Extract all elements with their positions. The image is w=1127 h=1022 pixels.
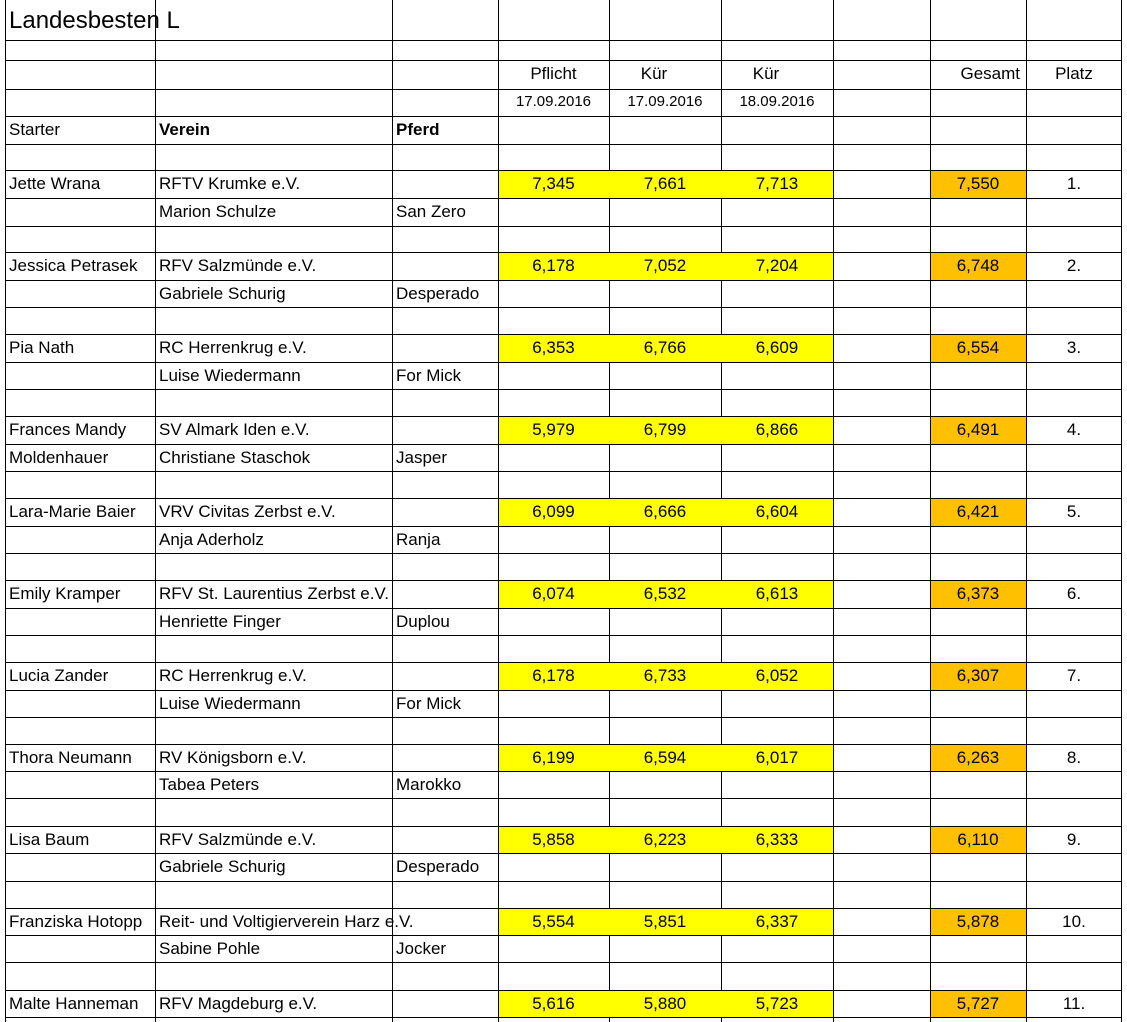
placement: 8.: [1066, 748, 1082, 767]
score-kuer-1: 6,799: [643, 420, 687, 439]
score-kuer-2: 6,017: [755, 748, 799, 767]
grid-row-line: [5, 962, 1122, 963]
score-pflicht: 5,616: [532, 994, 575, 1013]
starter-name-continued: [5, 853, 155, 881]
header-date-kuer-2: 18.09.2016: [739, 93, 815, 110]
verein-name: RFTV Krumke e.V.: [159, 174, 301, 193]
verein-name: RV Königsborn e.V.: [159, 748, 307, 767]
score-kuer-1: 6,594: [643, 748, 687, 767]
header-pferd: Pferd: [396, 120, 440, 139]
placement: 10.: [1062, 912, 1086, 931]
verein-name: VRV Civitas Zerbst e.V.: [159, 502, 336, 521]
grid-row-line: [5, 89, 1122, 90]
starter-name: Emily Kramper: [9, 584, 121, 603]
starter-name-continued: [5, 690, 155, 717]
header-date-pflicht: 17.09.2016: [515, 93, 592, 110]
longenfuehrer-name: Luise Wiedermann: [159, 694, 301, 713]
score-kuer-1: 7,052: [643, 256, 687, 275]
grid-row-line: [5, 226, 1122, 227]
score-gesamt: 6,307: [956, 666, 1000, 685]
starter-name-continued: [5, 526, 155, 553]
grid-row-line: [5, 635, 1122, 636]
header-kuer-2: Kür: [752, 64, 780, 83]
score-kuer-1: 6,733: [643, 666, 687, 685]
horse-name: Ranja: [396, 530, 441, 549]
longenfuehrer-name: Henriette Finger: [159, 612, 281, 631]
longenfuehrer-name: Christiane Staschok: [159, 448, 311, 467]
score-kuer-2: 6,604: [755, 502, 799, 521]
results-sheet: [5, 0, 1122, 1022]
starter-name-continued: [5, 771, 155, 798]
score-gesamt: 6,491: [956, 420, 1000, 439]
grid-row-line: [5, 798, 1122, 799]
starter-name-continued: Moldenhauer: [9, 448, 109, 467]
horse-name: Jasper: [396, 448, 448, 467]
starter-name: Malte Hanneman: [9, 994, 139, 1013]
horse-name: San Zero: [396, 202, 466, 221]
score-gesamt: 6,421: [956, 502, 1000, 521]
score-kuer-1: 6,666: [643, 502, 687, 521]
verein-name: RFV Salzmünde e.V.: [159, 830, 317, 849]
starter-name: Thora Neumann: [9, 748, 132, 767]
score-pflicht: 6,074: [532, 584, 575, 603]
header-verein: Verein: [159, 120, 211, 139]
verein-name: RFV Salzmünde e.V.: [159, 256, 317, 275]
horse-name: Jocker: [396, 939, 447, 958]
longenfuehrer-name: Marion Schulze: [159, 202, 277, 221]
score-kuer-1: 5,851: [643, 912, 687, 931]
longenfuehrer-name: Gabriele Schurig: [159, 284, 286, 303]
grid-row-line: [5, 471, 1122, 472]
placement: 9.: [1066, 830, 1082, 849]
horse-name: For Mick: [396, 366, 462, 385]
verein-name: RC Herrenkrug e.V.: [159, 338, 307, 357]
placement: 2.: [1066, 256, 1082, 275]
score-pflicht: 6,178: [532, 256, 575, 275]
score-gesamt: 6,373: [956, 584, 1000, 603]
grid-row-line: [5, 40, 1122, 41]
starter-name-continued: [5, 280, 155, 307]
score-gesamt: 7,550: [956, 174, 1000, 193]
horse-name: Marokko: [396, 775, 462, 794]
placement: 5.: [1066, 502, 1082, 521]
score-kuer-2: 7,713: [755, 174, 799, 193]
starter-name-continued: [5, 935, 155, 962]
score-kuer-1: 6,532: [643, 584, 687, 603]
verein-name: RFV St. Laurentius Zerbst e.V.: [159, 584, 389, 603]
placement: 1.: [1066, 174, 1082, 193]
score-kuer-2: 5,723: [755, 994, 799, 1013]
verein-name: Reit- und Voltigierverein Harz e.V.: [159, 912, 414, 931]
grid-row-line: [5, 881, 1122, 882]
score-pflicht: 6,178: [532, 666, 575, 685]
starter-name: Jette Wrana: [9, 174, 101, 193]
score-kuer-1: 5,880: [643, 994, 687, 1013]
score-pflicht: 5,979: [532, 420, 575, 439]
score-gesamt: 6,748: [956, 256, 1000, 275]
header-gesamt: Gesamt: [960, 64, 1020, 83]
grid-row-line: [5, 144, 1122, 145]
grid-row-line: [5, 116, 1122, 117]
score-gesamt: 5,878: [956, 912, 1000, 931]
score-kuer-2: 7,204: [755, 256, 799, 275]
header-pflicht: Pflicht: [530, 64, 577, 83]
score-kuer-1: 6,766: [643, 338, 687, 357]
score-kuer-2: 6,052: [755, 666, 799, 685]
score-pflicht: 6,099: [532, 502, 575, 521]
verein-name: RFV Magdeburg e.V.: [159, 994, 318, 1013]
score-gesamt: 6,110: [957, 830, 999, 849]
grid-row-line: [5, 717, 1122, 718]
sheet-title: Landesbesten L: [9, 7, 180, 34]
grid-row-line: [5, 553, 1122, 554]
longenfuehrer-name: Gabriele Schurig: [159, 857, 286, 876]
score-kuer-2: 6,613: [755, 584, 799, 603]
grid-row-line: [5, 389, 1122, 390]
score-pflicht: 5,858: [532, 830, 575, 849]
starter-name: Pia Nath: [9, 338, 75, 357]
starter-name: Lisa Baum: [9, 830, 90, 849]
starter-name: Lucia Zander: [9, 666, 109, 685]
grid-column-line: [833, 0, 834, 1022]
grid-row-line: [5, 60, 1122, 61]
longenfuehrer-name: Sabine Pohle: [159, 939, 261, 958]
header-date-kuer-1: 17.09.2016: [627, 93, 703, 110]
header-starter: Starter: [9, 120, 61, 139]
verein-name: SV Almark Iden e.V.: [159, 420, 310, 439]
horse-name: Duplou: [396, 612, 450, 631]
header-platz: Platz: [1055, 64, 1093, 83]
longenfuehrer-name: Luise Wiedermann: [159, 366, 301, 385]
grid-row-line: [5, 1017, 1122, 1018]
score-gesamt: 6,554: [956, 338, 1000, 357]
starter-name-continued: [5, 198, 155, 226]
score-gesamt: 6,263: [956, 748, 1000, 767]
starter-name: Lara-Marie Baier: [9, 502, 136, 521]
placement: 4.: [1066, 420, 1082, 439]
score-kuer-2: 6,609: [755, 338, 799, 357]
score-kuer-2: 6,866: [755, 420, 799, 439]
horse-name: For Mick: [396, 694, 462, 713]
grid-row-line: [5, 307, 1122, 308]
starter-name: Franziska Hotopp: [9, 912, 143, 931]
score-kuer-2: 6,337: [755, 912, 799, 931]
header-kuer-1: Kür: [640, 64, 668, 83]
starter-name-continued: [5, 608, 155, 635]
score-kuer-1: 6,223: [643, 830, 687, 849]
placement: 6.: [1066, 584, 1082, 603]
starter-name: Jessica Petrasek: [9, 256, 138, 275]
longenfuehrer-name: Tabea Peters: [159, 775, 260, 794]
score-pflicht: 7,345: [532, 174, 575, 193]
score-kuer-1: 7,661: [643, 174, 687, 193]
score-gesamt: 5,727: [956, 994, 1000, 1013]
placement: 3.: [1066, 338, 1082, 357]
verein-name: RC Herrenkrug e.V.: [159, 666, 307, 685]
score-pflicht: 6,199: [532, 748, 575, 767]
score-kuer-2: 6,333: [755, 830, 799, 849]
horse-name: Desperado: [396, 284, 480, 303]
horse-name: Desperado: [396, 857, 480, 876]
score-pflicht: 6,353: [532, 338, 575, 357]
placement: 7.: [1066, 666, 1082, 685]
starter-name: Frances Mandy: [9, 420, 127, 439]
longenfuehrer-name: Anja Aderholz: [159, 530, 264, 549]
placement: 11.: [1062, 994, 1086, 1013]
score-pflicht: 5,554: [532, 912, 575, 931]
starter-name-continued: [5, 362, 155, 389]
